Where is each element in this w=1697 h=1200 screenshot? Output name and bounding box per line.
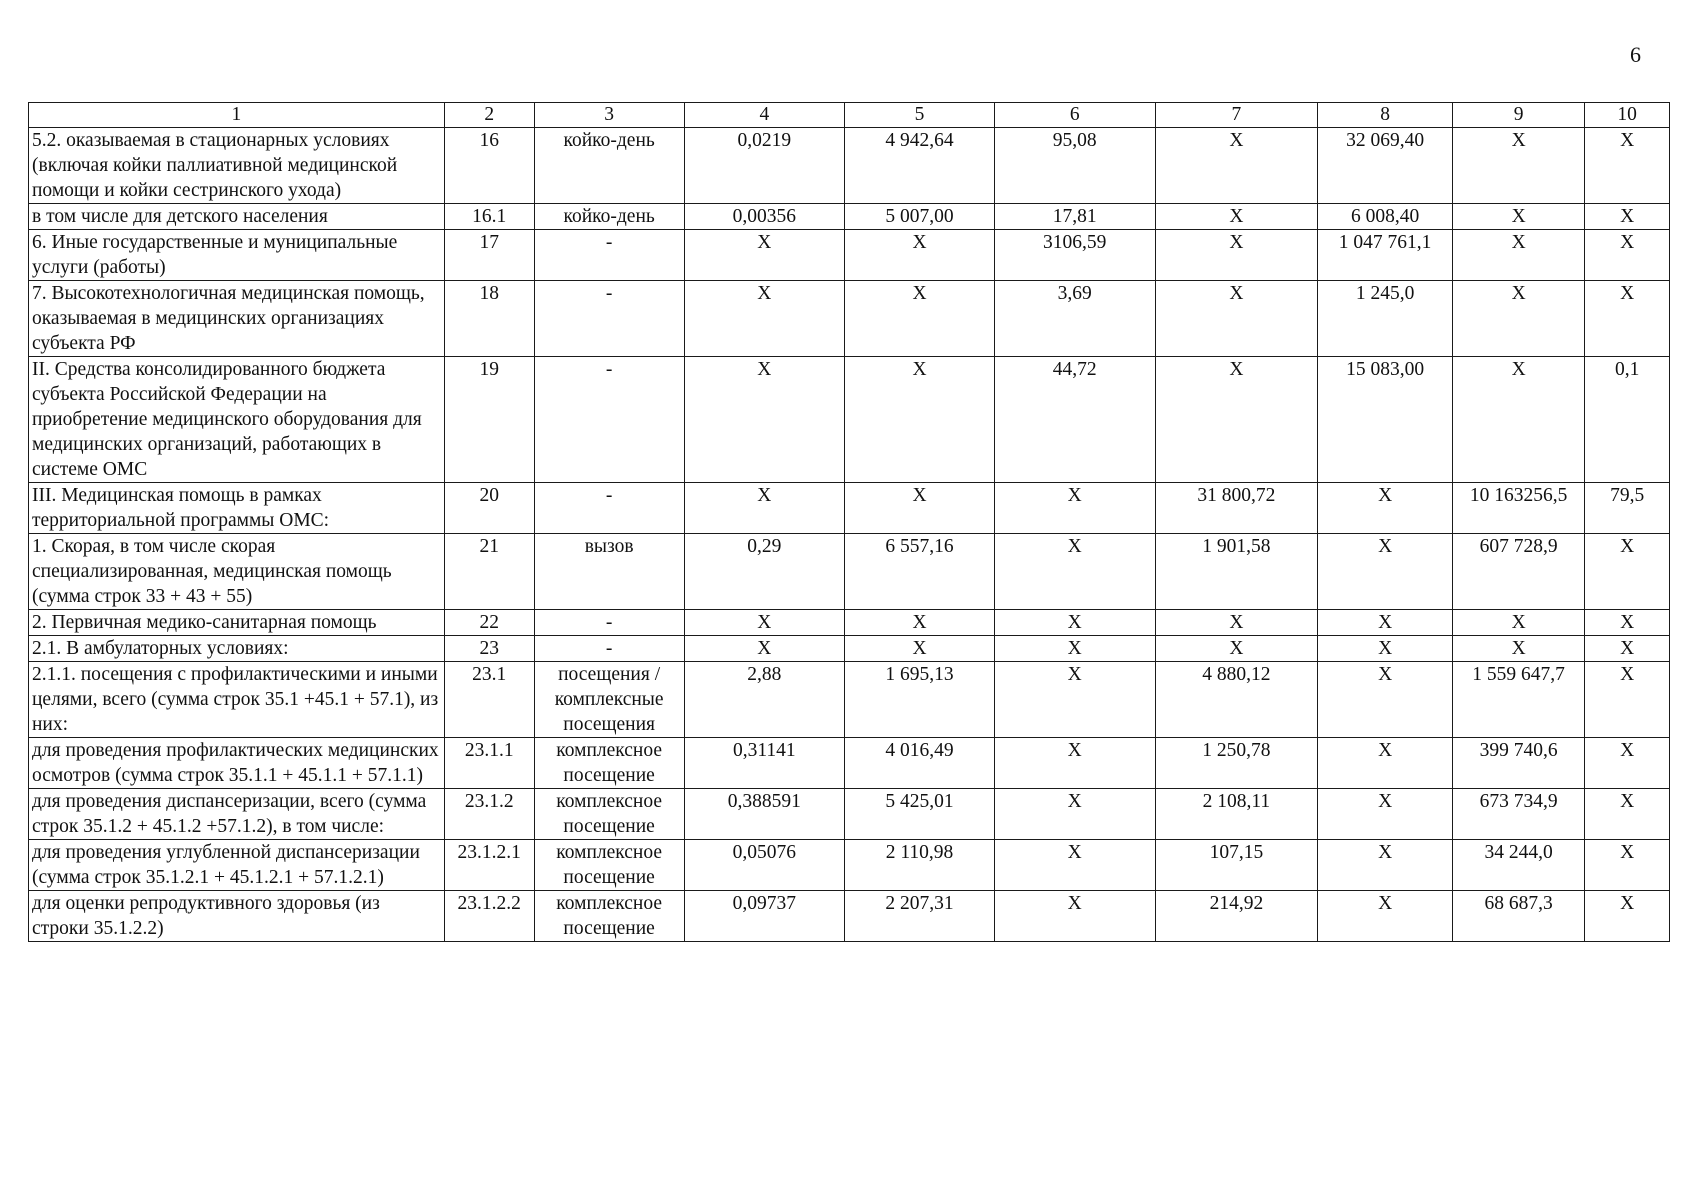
col6-cell: Х bbox=[994, 789, 1155, 840]
col6-cell: 44,72 bbox=[994, 357, 1155, 483]
col9-cell: 673 734,9 bbox=[1452, 789, 1584, 840]
row-code-cell: 21 bbox=[444, 534, 534, 610]
col4-cell: Х bbox=[684, 610, 845, 636]
col8-cell: 15 083,00 bbox=[1318, 357, 1453, 483]
table-row bbox=[29, 738, 1670, 789]
col9-cell: 68 687,3 bbox=[1452, 891, 1584, 942]
row-code-cell: 23.1.1 bbox=[444, 738, 534, 789]
table-row bbox=[29, 891, 1670, 942]
unit-cell: комплексное посещение bbox=[534, 840, 684, 891]
row-code-cell: 23.1 bbox=[444, 662, 534, 738]
col9-cell: 1 559 647,7 bbox=[1452, 662, 1584, 738]
unit-cell: посещения / комплексные посещения bbox=[534, 662, 684, 738]
table-row bbox=[29, 636, 1670, 662]
column-header-8: 8 bbox=[1318, 103, 1453, 128]
unit-cell: койко-день bbox=[534, 128, 684, 204]
col8-cell: Х bbox=[1318, 534, 1453, 610]
col7-cell: Х bbox=[1155, 610, 1318, 636]
data-table bbox=[28, 102, 1670, 942]
col5-cell: 1 695,13 bbox=[845, 662, 995, 738]
row-code-cell: 16 bbox=[444, 128, 534, 204]
table-row bbox=[29, 281, 1670, 357]
unit-cell: - bbox=[534, 281, 684, 357]
row-code-cell: 19 bbox=[444, 357, 534, 483]
row-name-cell: 6. Иные государственные и муниципальные услуги (работы) bbox=[29, 230, 445, 281]
col6-cell: Х bbox=[994, 738, 1155, 789]
row-name-cell: для проведения профилактических медицинских осмотров (сумма строк 35.1.1 + 45.1.1 + 57.1.1) bbox=[29, 738, 445, 789]
col4-cell: 0,00356 bbox=[684, 204, 845, 230]
table-row bbox=[29, 483, 1670, 534]
col8-cell: 32 069,40 bbox=[1318, 128, 1453, 204]
col8-cell: Х bbox=[1318, 891, 1453, 942]
col9-cell: Х bbox=[1452, 230, 1584, 281]
row-code-cell: 22 bbox=[444, 610, 534, 636]
column-header-5: 5 bbox=[845, 103, 995, 128]
col8-cell: Х bbox=[1318, 840, 1453, 891]
unit-cell: - bbox=[534, 357, 684, 483]
row-code-cell: 20 bbox=[444, 483, 534, 534]
col9-cell: 10 163256,5 bbox=[1452, 483, 1584, 534]
unit-cell: - bbox=[534, 483, 684, 534]
col10-cell: Х bbox=[1585, 534, 1670, 610]
table-body bbox=[29, 103, 1670, 942]
col5-cell: 5 425,01 bbox=[845, 789, 995, 840]
col6-cell: 95,08 bbox=[994, 128, 1155, 204]
col10-cell: Х bbox=[1585, 636, 1670, 662]
col10-cell: Х bbox=[1585, 610, 1670, 636]
table-row bbox=[29, 357, 1670, 483]
col8-cell: Х bbox=[1318, 789, 1453, 840]
row-name-cell: 1. Скорая, в том числе скорая специализированная, медицинская помощь (сумма строк 33 + 43 + 55) bbox=[29, 534, 445, 610]
col8-cell: 1 245,0 bbox=[1318, 281, 1453, 357]
column-header-3: 3 bbox=[534, 103, 684, 128]
col9-cell: 34 244,0 bbox=[1452, 840, 1584, 891]
col9-cell: Х bbox=[1452, 610, 1584, 636]
col6-cell: 3106,59 bbox=[994, 230, 1155, 281]
col7-cell: 2 108,11 bbox=[1155, 789, 1318, 840]
col7-cell: 107,15 bbox=[1155, 840, 1318, 891]
column-header-1: 1 bbox=[29, 103, 445, 128]
col5-cell: 6 557,16 bbox=[845, 534, 995, 610]
col6-cell: Х bbox=[994, 840, 1155, 891]
row-code-cell: 23.1.2 bbox=[444, 789, 534, 840]
col8-cell: 6 008,40 bbox=[1318, 204, 1453, 230]
col9-cell: Х bbox=[1452, 636, 1584, 662]
col6-cell: Х bbox=[994, 483, 1155, 534]
col7-cell: 31 800,72 bbox=[1155, 483, 1318, 534]
col7-cell: 4 880,12 bbox=[1155, 662, 1318, 738]
col5-cell: Х bbox=[845, 281, 995, 357]
row-name-cell: 7. Высокотехнологичная медицинская помощь, оказываемая в медицинских организациях субъекта РФ bbox=[29, 281, 445, 357]
row-name-cell: 2. Первичная медико-санитарная помощь bbox=[29, 610, 445, 636]
col10-cell: Х bbox=[1585, 891, 1670, 942]
col7-cell: Х bbox=[1155, 230, 1318, 281]
row-code-cell: 18 bbox=[444, 281, 534, 357]
col4-cell: Х bbox=[684, 230, 845, 281]
col10-cell: Х bbox=[1585, 128, 1670, 204]
col8-cell: Х bbox=[1318, 610, 1453, 636]
row-code-cell: 23.1.2.1 bbox=[444, 840, 534, 891]
col5-cell: Х bbox=[845, 230, 995, 281]
row-code-cell: 23.1.2.2 bbox=[444, 891, 534, 942]
col4-cell: Х bbox=[684, 281, 845, 357]
col8-cell: Х bbox=[1318, 662, 1453, 738]
col7-cell: Х bbox=[1155, 204, 1318, 230]
col9-cell: 607 728,9 bbox=[1452, 534, 1584, 610]
row-name-cell: III. Медицинская помощь в рамках территориальной программы ОМС: bbox=[29, 483, 445, 534]
col7-cell: 1 901,58 bbox=[1155, 534, 1318, 610]
col4-cell: 0,05076 bbox=[684, 840, 845, 891]
col4-cell: 2,88 bbox=[684, 662, 845, 738]
col6-cell: 17,81 bbox=[994, 204, 1155, 230]
col7-cell: Х bbox=[1155, 357, 1318, 483]
col10-cell: 0,1 bbox=[1585, 357, 1670, 483]
col7-cell: 214,92 bbox=[1155, 891, 1318, 942]
table-row bbox=[29, 230, 1670, 281]
table-row bbox=[29, 204, 1670, 230]
unit-cell: комплексное посещение bbox=[534, 789, 684, 840]
col4-cell: 0,388591 bbox=[684, 789, 845, 840]
row-code-cell: 23 bbox=[444, 636, 534, 662]
col9-cell: Х bbox=[1452, 357, 1584, 483]
col9-cell: Х bbox=[1452, 281, 1584, 357]
unit-cell: комплексное посещение bbox=[534, 738, 684, 789]
col7-cell: Х bbox=[1155, 128, 1318, 204]
col10-cell: Х bbox=[1585, 789, 1670, 840]
col9-cell: Х bbox=[1452, 204, 1584, 230]
col8-cell: Х bbox=[1318, 738, 1453, 789]
col6-cell: Х bbox=[994, 534, 1155, 610]
col9-cell: Х bbox=[1452, 128, 1584, 204]
col10-cell: Х bbox=[1585, 230, 1670, 281]
col4-cell: 0,0219 bbox=[684, 128, 845, 204]
col10-cell: Х bbox=[1585, 204, 1670, 230]
col6-cell: Х bbox=[994, 662, 1155, 738]
col5-cell: 2 207,31 bbox=[845, 891, 995, 942]
col4-cell: 0,31141 bbox=[684, 738, 845, 789]
col8-cell: 1 047 761,1 bbox=[1318, 230, 1453, 281]
col5-cell: Х bbox=[845, 483, 995, 534]
table-row bbox=[29, 610, 1670, 636]
col5-cell: Х bbox=[845, 610, 995, 636]
col6-cell: Х bbox=[994, 636, 1155, 662]
col6-cell: 3,69 bbox=[994, 281, 1155, 357]
row-code-cell: 16.1 bbox=[444, 204, 534, 230]
column-header-6: 6 bbox=[994, 103, 1155, 128]
unit-cell: комплексное посещение bbox=[534, 891, 684, 942]
col7-cell: Х bbox=[1155, 636, 1318, 662]
col7-cell: Х bbox=[1155, 281, 1318, 357]
col6-cell: Х bbox=[994, 610, 1155, 636]
col4-cell: Х bbox=[684, 636, 845, 662]
column-header-4: 4 bbox=[684, 103, 845, 128]
col9-cell: 399 740,6 bbox=[1452, 738, 1584, 789]
column-header-2: 2 bbox=[444, 103, 534, 128]
table-row bbox=[29, 662, 1670, 738]
col4-cell: Х bbox=[684, 483, 845, 534]
unit-cell: - bbox=[534, 610, 684, 636]
row-name-cell: в том числе для детского населения bbox=[29, 204, 445, 230]
col5-cell: 4 942,64 bbox=[845, 128, 995, 204]
column-header-7: 7 bbox=[1155, 103, 1318, 128]
col8-cell: Х bbox=[1318, 636, 1453, 662]
column-header-10: 10 bbox=[1585, 103, 1670, 128]
table-header-row bbox=[29, 103, 1670, 128]
unit-cell: - bbox=[534, 230, 684, 281]
col4-cell: 0,09737 bbox=[684, 891, 845, 942]
table-row bbox=[29, 789, 1670, 840]
col7-cell: 1 250,78 bbox=[1155, 738, 1318, 789]
col5-cell: Х bbox=[845, 357, 995, 483]
table-row bbox=[29, 840, 1670, 891]
table-row bbox=[29, 128, 1670, 204]
row-name-cell: II. Средства консолидированного бюджета субъекта Российской Федерации на приобретение медицинского оборудования для медицинских организаций, работающих в системе ОМС bbox=[29, 357, 445, 483]
column-header-9: 9 bbox=[1452, 103, 1584, 128]
row-name-cell: для проведения углубленной диспансеризации (сумма строк 35.1.2.1 + 45.1.2.1 + 57.1.2.1) bbox=[29, 840, 445, 891]
row-code-cell: 17 bbox=[444, 230, 534, 281]
unit-cell: - bbox=[534, 636, 684, 662]
col5-cell: 4 016,49 bbox=[845, 738, 995, 789]
row-name-cell: 2.1. В амбулаторных условиях: bbox=[29, 636, 445, 662]
col10-cell: Х bbox=[1585, 662, 1670, 738]
col10-cell: Х bbox=[1585, 738, 1670, 789]
row-name-cell: для оценки репродуктивного здоровья (из строки 35.1.2.2) bbox=[29, 891, 445, 942]
unit-cell: вызов bbox=[534, 534, 684, 610]
col4-cell: Х bbox=[684, 357, 845, 483]
row-name-cell: для проведения диспансеризации, всего (сумма строк 35.1.2 + 45.1.2 +57.1.2), в том числе: bbox=[29, 789, 445, 840]
table-row bbox=[29, 534, 1670, 610]
col5-cell: 2 110,98 bbox=[845, 840, 995, 891]
col8-cell: Х bbox=[1318, 483, 1453, 534]
col4-cell: 0,29 bbox=[684, 534, 845, 610]
col5-cell: Х bbox=[845, 636, 995, 662]
row-name-cell: 5.2. оказываемая в стационарных условиях (включая койки паллиативной медицинской помощи и койки сестринского ухода) bbox=[29, 128, 445, 204]
col10-cell: 79,5 bbox=[1585, 483, 1670, 534]
col5-cell: 5 007,00 bbox=[845, 204, 995, 230]
row-name-cell: 2.1.1. посещения с профилактическими и иными целями, всего (сумма строк 35.1 +45.1 + 57.1), из них: bbox=[29, 662, 445, 738]
col6-cell: Х bbox=[994, 891, 1155, 942]
col10-cell: Х bbox=[1585, 840, 1670, 891]
col10-cell: Х bbox=[1585, 281, 1670, 357]
page-number: 6 bbox=[1630, 42, 1641, 67]
unit-cell: койко-день bbox=[534, 204, 684, 230]
